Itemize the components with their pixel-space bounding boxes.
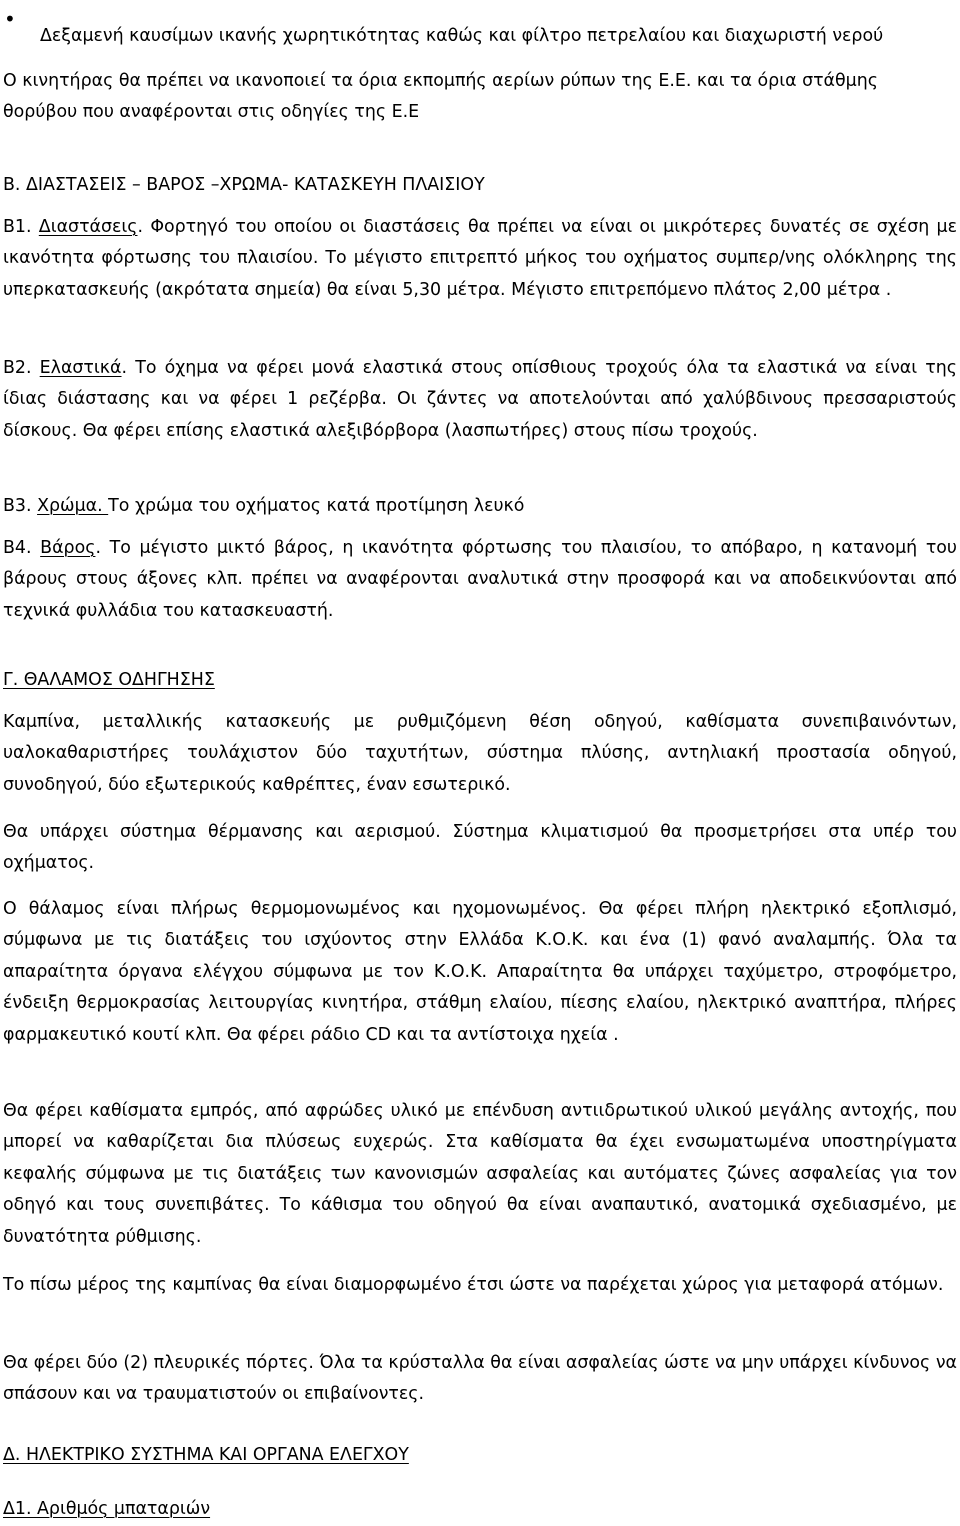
cabin-paragraph-3: Ο θάλαμος είναι πλήρως θερμομονωμένος και ηχομονωμένος. Θα φέρει πλήρη ηλεκτρικό εξοπλισμό, σύμφωνα με τις διατάξεις του ισχύοντος στην Ελλάδα Κ.Ο.Κ. και ένα (1) φανό αναλαμπής. Όλα τα απαραίτητα όργανα ελέγχου σύμφωνα με τον Κ.Ο.Κ. Απαραίτητα θα υπάρχει ταχύμετρο, στροφόμετρο, ένδειξη θερμοκρασίας λειτουργίας κινητήρα, στάθμη ελαίου, πίεσης ελαίου, ηλεκτρικό αναπτήρα, πλήρες φαρμακευτικό κουτί κλπ. Θα φέρει ράδιο CD και τα αντίστοιχα ηχεία .	[3, 899, 957, 1045]
section-d-heading: Δ. ΗΛΕΚΤΡΙΚΟ ΣΥΣΤΗΜΑ ΚΑΙ ΟΡΓΑΝΑ ΕΛΕΓΧΟΥ	[3, 1445, 409, 1465]
b2-title: Ελαστικά	[39, 358, 122, 378]
cabin-paragraph-5: Το πίσω μέρος της καμπίνας θα είναι διαμορφωμένο έτσι ώστε να παρέχεται χώρος για μεταφορά ατόμων.	[3, 1275, 944, 1295]
cabin-paragraph-2: Θα υπάρχει σύστημα θέρμανσης και αερισμού. Σύστημα κλιματισμού θα προσμετρήσει στα υπέρ του οχήματος.	[3, 822, 957, 874]
b1-text: . Φορτηγό του οποίου οι διαστάσεις θα πρέπει να είναι οι μικρότερες δυνατές σε σχέση με ικανότητα φόρτωσης του πλαισίου. Το μέγιστο επιτρεπτό μήκος του οχήματος συμπερ/νης ολόκληρης της υπερκατασκευής (ακρότατα σημεία) θα είναι 5,30 μέτρα. Μέγιστο επιτρεπόμενο πλάτος 2,00 μέτρα .	[3, 217, 957, 300]
b1-number: Β1.	[3, 217, 39, 237]
engine-paragraph: Ο κινητήρας θα πρέπει να ικανοποιεί τα όρια εκπομπής αερίων ρύπων της Ε.Ε. και τα όρια στάθμης θορύβου που αναφέρονται στις οδηγίες της Ε.Ε	[3, 71, 878, 123]
section-b4-paragraph	[3, 533, 957, 627]
bullet-text: Δεξαμενή καυσίμων ικανής χωρητικότητας καθώς και φίλτρο πετρελαίου και διαχωριστή νερού	[40, 26, 884, 47]
cabin-paragraph-4: Θα φέρει καθίσματα εμπρός, από αφρώδες υλικό με επένδυση αντιιδρωτικού υλικού μεγάλης αντοχής, που μπορεί να καθαρίζεται δια πλύσεως ευχερώς. Στα καθίσματα θα έχει ενσωματωμένα υποστηρίγματα κεφαλής σύμφωνα με τις διατάξεις των κανονισμών ασφαλείας και αυτόματες ζώνες ασφαλείας για τον οδηγό και τους συνεπιβάτες. Το κάθισμα του οδηγού θα είναι αναπαυτικό, ανατομικά σχεδιασμένο, με δυνατότητα ρύθμισης.	[3, 1101, 957, 1247]
b3-text: Το χρώμα του οχήματος κατά προτίμηση λευκό	[108, 496, 525, 516]
b2-number: Β2.	[3, 358, 40, 378]
section-b2-paragraph	[3, 353, 957, 447]
bullet-symbol: •	[4, 7, 16, 31]
b3-number: Β3.	[3, 496, 38, 516]
b3-title: Χρώμα.	[37, 496, 109, 516]
section-d1-heading: Δ1. Αριθμός μπαταριών	[3, 1499, 211, 1519]
section-b1-paragraph	[3, 212, 957, 306]
b4-number: Β4.	[3, 538, 41, 558]
cabin-paragraph-6: Θα φέρει δύο (2) πλευρικές πόρτες. Όλα τα κρύσταλλα θα είναι ασφαλείας ώστε να μην υπάρχει κίνδυνος να σπάσουν και να τραυματιστούν οι επιβαίνοντες.	[3, 1353, 957, 1405]
section-b3-paragraph	[3, 491, 957, 522]
section-c-heading: Γ. ΘΑΛΑΜΟΣ ΟΔΗΓΗΣΗΣ	[3, 670, 215, 690]
section-b-heading: Β. ΔΙΑΣΤΑΣΕΙΣ – ΒΑΡΟΣ –ΧΡΩΜΑ- ΚΑΤΑΣΚΕΥΗ ΠΛΑΙΣΙΟΥ	[3, 175, 485, 195]
b1-title: Διαστάσεις	[38, 217, 138, 237]
b4-title: Βάρος	[40, 538, 96, 558]
b2-text: . Το όχημα να φέρει μονά ελαστικά στους οπίσθιους τροχούς όλα τα ελαστικά να είναι της ίδιας διάστασης και να φέρει 1 ρεζέρβα. Οι ζάντες να αποτελούνται από χαλύβδινους πρεσσαριστούς δίσκους. Θα φέρει επίσης ελαστικά αλεξιβόρβορα (λασπωτήρες) στους πίσω τροχούς.	[3, 358, 957, 441]
cabin-paragraph-1: Καμπίνα, μεταλλικής κατασκευής με ρυθμιζόμενη θέση οδηγού, καθίσματα συνεπιβαινόντων, υαλοκαθαριστήρες τουλάχιστον δύο ταχυτήτων, σύστημα πλύσης, αντηλιακή προστασία οδηγού, συνοδηγού, δύο εξωτερικούς καθρέπτες, έναν εσωτερικό.	[3, 712, 957, 795]
b4-text: . Το μέγιστο μικτό βάρος, η ικανότητα φόρτωσης του πλαισίου, το απόβαρο, η κατανομή του βάρους στους άξονες κλπ. πρέπει να αναφέρονται αναλυτικά στην προσφορά και να αποδεικνύονται από τεχνικά φυλλάδια του κατασκευαστή.	[3, 538, 957, 621]
